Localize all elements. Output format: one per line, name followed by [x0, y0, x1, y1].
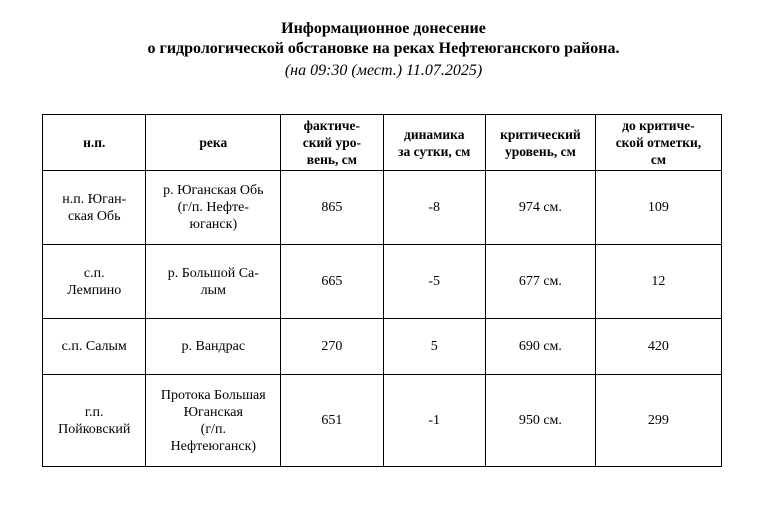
cell-daily-dynamics: -1: [383, 375, 485, 467]
cell-river: Протока Большая Юганская (г/п. Нефтеюганск): [146, 375, 281, 467]
cell-settlement: г.п. Пойковский: [43, 375, 146, 467]
column-header-daily-dynamics: динамика за сутки, см: [383, 115, 485, 171]
table-row: [43, 319, 722, 375]
cell-actual-level: 651: [281, 375, 383, 467]
column-header-to-critical-mark: до критиче- ской отметки, см: [595, 115, 721, 171]
report-subtitle-datetime: (на 09:30 (мест.) 11.07.2025): [284, 62, 483, 79]
cell-critical-level: 950 см.: [485, 375, 595, 467]
cell-to-critical-mark: 420: [595, 319, 721, 375]
cell-critical-level: 690 см.: [485, 319, 595, 375]
cell-river: р. Большой Са- лым: [146, 245, 281, 319]
table-row: [43, 245, 722, 319]
table-header-row: [43, 115, 722, 171]
report-title-line-1: Информационное донесение: [281, 20, 486, 37]
hydro-report-table: [42, 114, 722, 467]
cell-settlement: с.п. Лемпино: [43, 245, 146, 319]
cell-river: р. Юганская Обь (г/п. Нефте- юганск): [146, 171, 281, 245]
cell-river: р. Вандрас: [146, 319, 281, 375]
cell-actual-level: 270: [281, 319, 383, 375]
cell-actual-level: 665: [281, 245, 383, 319]
cell-to-critical-mark: 299: [595, 375, 721, 467]
column-header-critical-level: критический уровень, см: [485, 115, 595, 171]
cell-critical-level: 974 см.: [485, 171, 595, 245]
cell-settlement: с.п. Салым: [43, 319, 146, 375]
cell-settlement: н.п. Юган- ская Обь: [43, 171, 146, 245]
report-title-line-2: о гидрологической обстановке на реках Нефтеюганского района.: [147, 40, 620, 57]
cell-critical-level: 677 см.: [485, 245, 595, 319]
cell-actual-level: 865: [281, 171, 383, 245]
column-header-actual-level: фактиче- ский уро- вень, см: [281, 115, 383, 171]
column-header-settlement: н.п.: [43, 115, 146, 171]
cell-daily-dynamics: -5: [383, 245, 485, 319]
cell-to-critical-mark: 12: [595, 245, 721, 319]
table-row: [43, 171, 722, 245]
cell-daily-dynamics: -8: [383, 171, 485, 245]
table-row: [43, 375, 722, 467]
cell-daily-dynamics: 5: [383, 319, 485, 375]
column-header-river: река: [146, 115, 281, 171]
cell-to-critical-mark: 109: [595, 171, 721, 245]
